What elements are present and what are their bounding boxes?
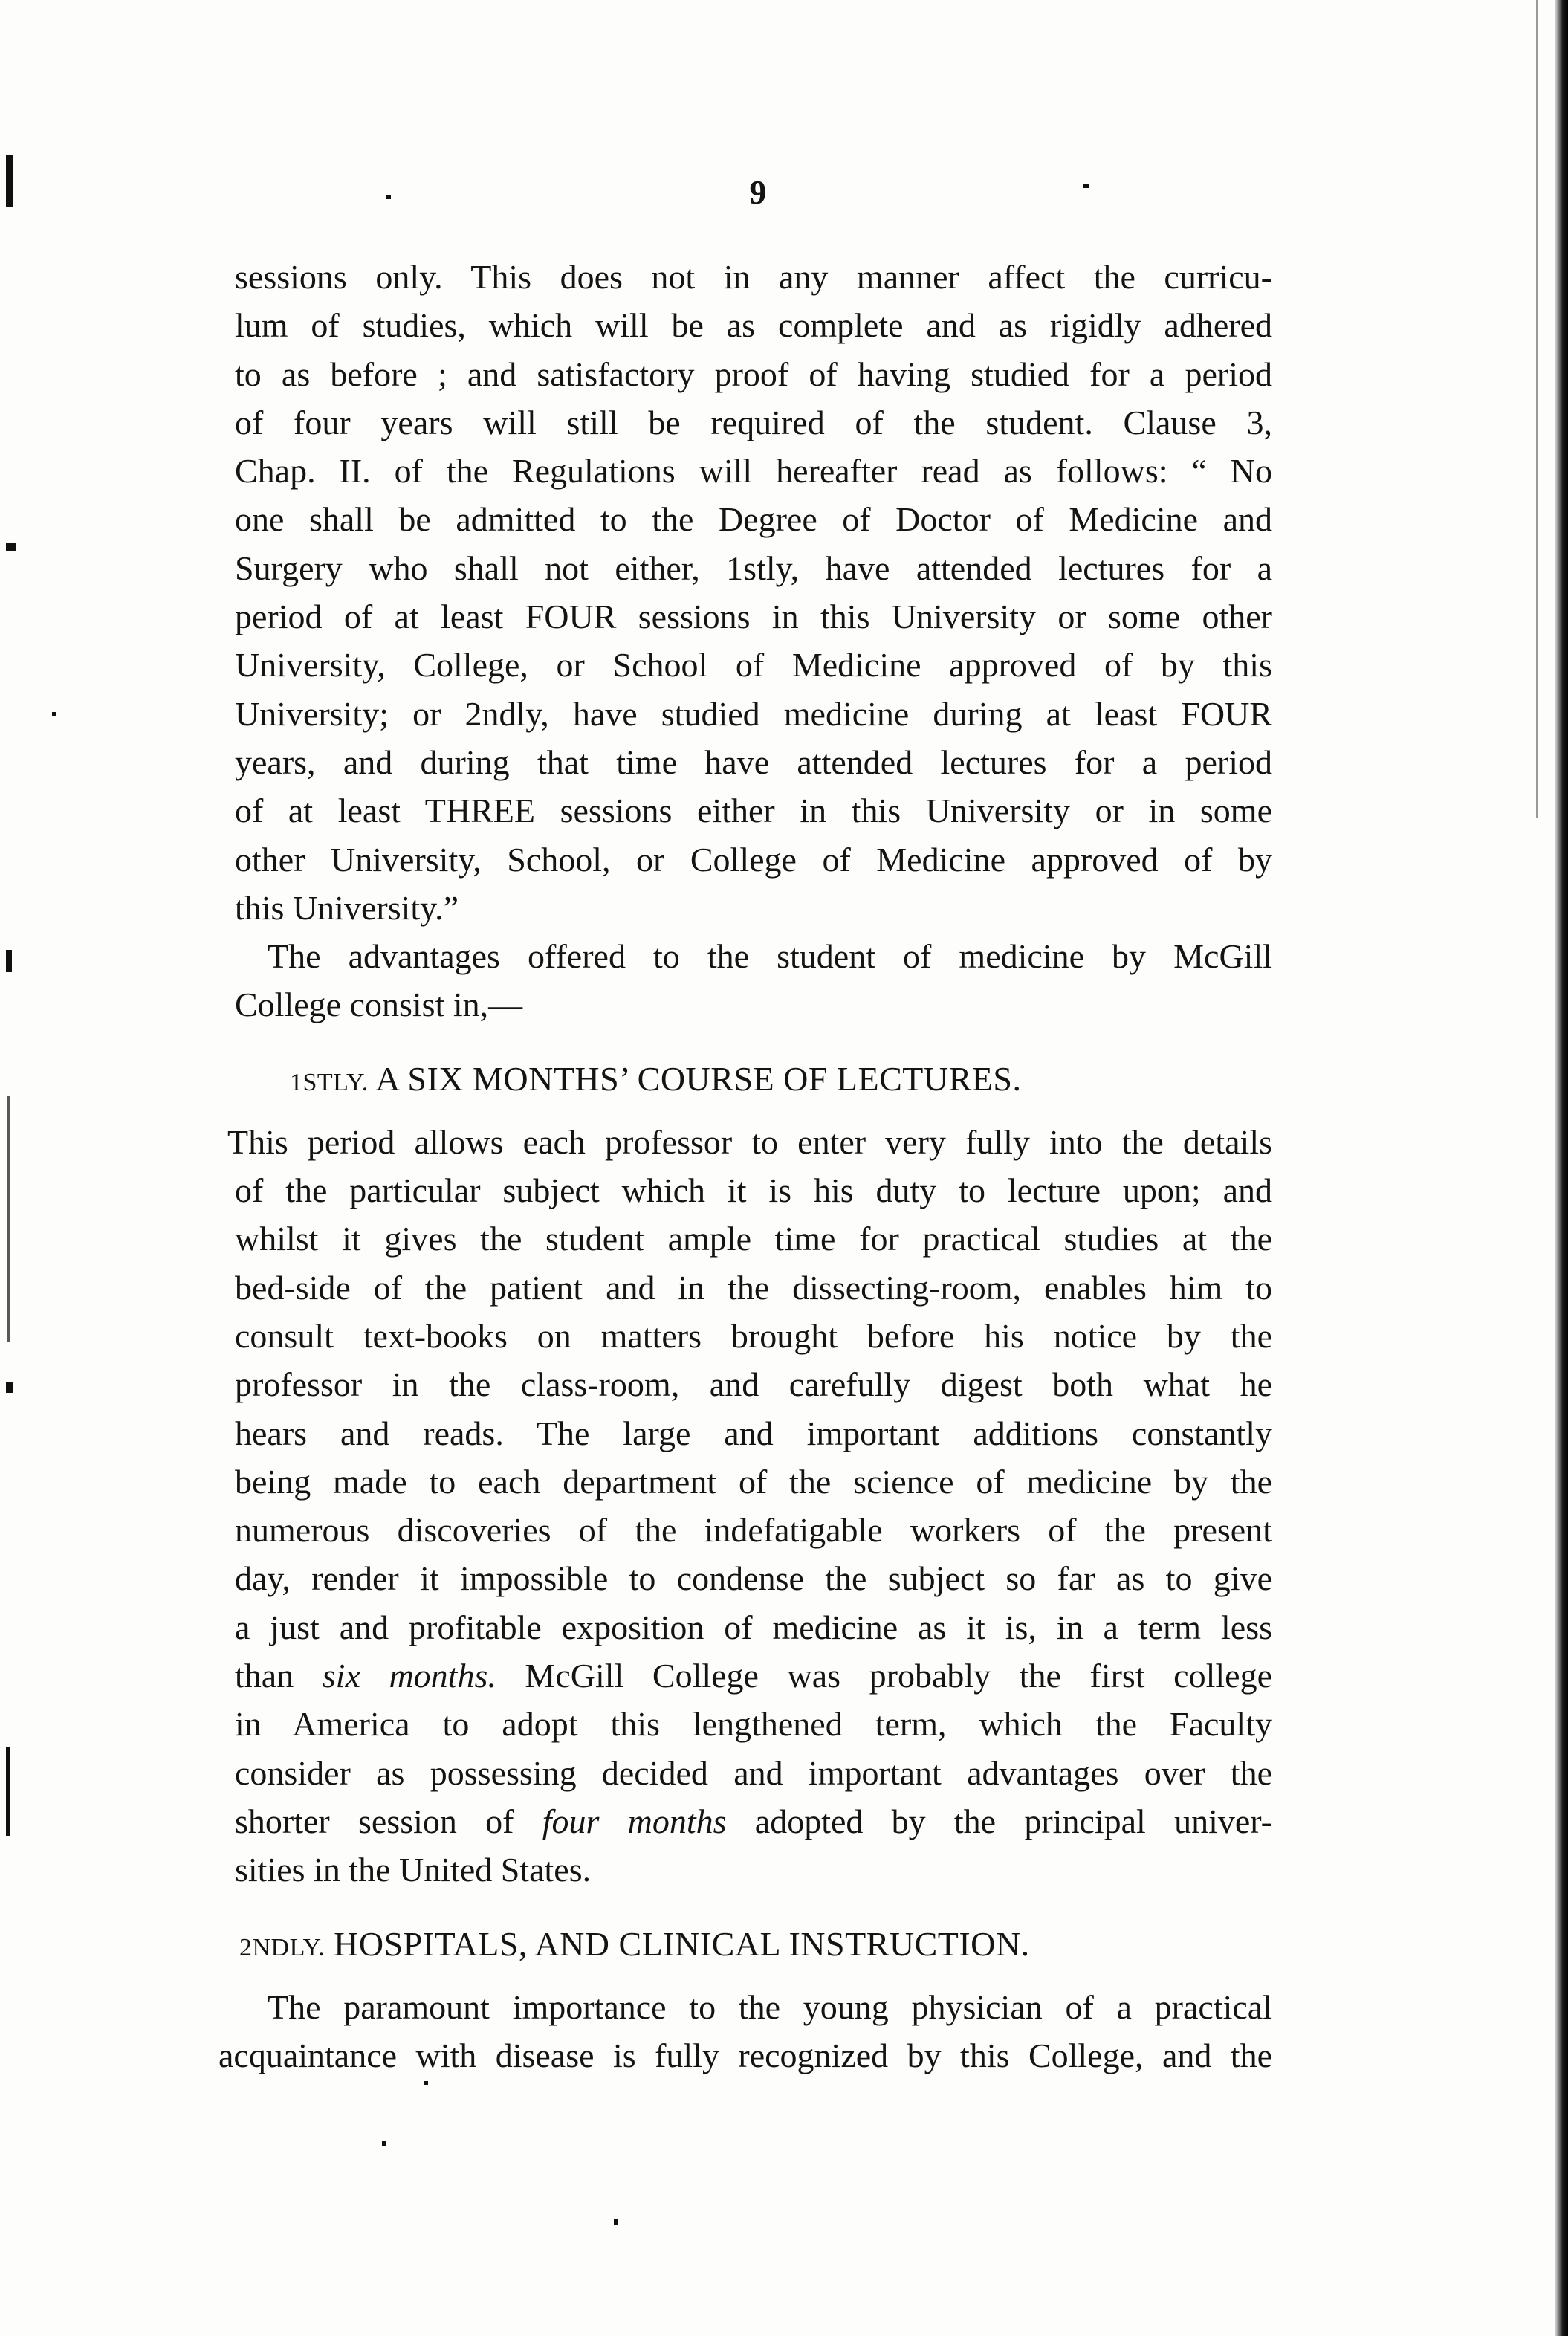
paragraph-regulations [235,253,1272,932]
margin-mark [6,1747,10,1836]
text-line: this University.” [235,888,459,927]
text-line: years, and during that time have attended lectures for a period [235,742,1272,781]
speck [52,712,56,716]
text-line: of four years will still be required of the student. Clause 3, [235,403,1272,441]
text-line: University; or 2ndly, have studied medicine during at least FOUR [235,694,1272,733]
text-line: numerous discoveries of the indefatigable workers of the present [235,1511,1272,1550]
text-line: Chap. II. of the Regulations will hereafter read as follows: “ No [235,452,1272,491]
text-line: of at least THREE sessions either in this University or in some [235,792,1272,830]
section-heading-hospitals [235,1920,1272,1968]
text-line: The paramount importance to the young physician of a practical [268,1987,1272,2026]
heading-ordinal: 2NDLY. [239,1933,325,1961]
paragraph-lectures [227,1118,1272,1895]
text-line: period of at least FOUR sessions in this University or some other [235,598,1272,636]
text-line: being made to each department of the science of medicine by the [235,1462,1272,1501]
text-line [235,1797,1272,1845]
text-line: Surgery who shall not either, 1stly, have attended lectures for a [235,549,1272,587]
text-segment: McGill College was probably the first college [496,1657,1272,1695]
scan-edge-line [1536,0,1538,818]
text-line: one shall be admitted to the Degree of Doctor of Medicine and [235,500,1272,539]
text-line: sessions only. This does not in any manner affect the curricu- [235,258,1272,296]
text-segment: adopted by the principal univer- [726,1802,1272,1840]
section-heading-lectures [235,1055,1272,1103]
heading-ordinal: 1STLY. [290,1068,369,1096]
body-text [218,253,1272,2080]
text-line: hears and reads. The large and important additions constantly [235,1414,1272,1452]
text-line: The advantages offered to the student of medicine by McGill [268,937,1272,976]
text-line: sities in the United States. [235,1851,592,1889]
paragraph-advantages [235,932,1272,1029]
text-line: bed-side of the patient and in the dissecting-room, enables him to [235,1268,1272,1307]
text-line: consider as possessing decided and important advantages over the [235,1753,1272,1792]
text-segment: than [235,1657,323,1695]
text-segment: shorter session of [235,1802,542,1840]
page-number: 9 [749,173,767,211]
speck [614,2219,618,2225]
italic-emphasis: six months. [322,1657,496,1695]
text-line: acquaintance with disease is fully recognized by this College, and the [218,2036,1272,2074]
text-line: lum of studies, which will be as complete and as rigidly adhered [235,306,1272,345]
text-line [235,1651,1272,1700]
margin-mark [6,543,16,551]
text-line: whilst it gives the student ample time for practical studies at the [235,1220,1272,1258]
scan-edge-shadow [1555,0,1568,2336]
heading-text: HOSPITALS, AND CLINICAL INSTRUCTION. [334,1924,1030,1963]
margin-mark [7,1096,10,1342]
heading-text: A SIX MONTHS’ COURSE OF LECTURES. [375,1059,1022,1098]
text-line: of the particular subject which it is his duty to lecture upon; and [235,1171,1272,1210]
text-line: This period allows each professor to enter very fully into the details [227,1122,1272,1161]
italic-emphasis: four months [542,1802,727,1840]
text-line: in America to adopt this lengthened term, which the Faculty [235,1705,1272,1744]
text-line: to as before ; and satisfactory proof of having studied for a period [235,355,1272,393]
text-line: a just and profitable exposition of medicine as it is, in a term less [235,1608,1272,1646]
text-line: consult text-books on matters brought before his notice by the [235,1316,1272,1355]
margin-mark [6,950,12,972]
margin-mark [6,1382,13,1393]
text-line: College consist in,— [235,986,523,1024]
text-line: University, College, or School of Medicine approved of by this [235,646,1272,685]
text-line: professor in the class-room, and carefully digest both what he [235,1365,1272,1404]
text-line: other University, School, or College of Medicine approved of by [235,840,1272,879]
paragraph-hospitals [218,1983,1272,2080]
text-line: day, render it impossible to condense the subject so far as to give [235,1559,1272,1598]
speck [424,2081,428,2085]
speck [382,2141,386,2146]
